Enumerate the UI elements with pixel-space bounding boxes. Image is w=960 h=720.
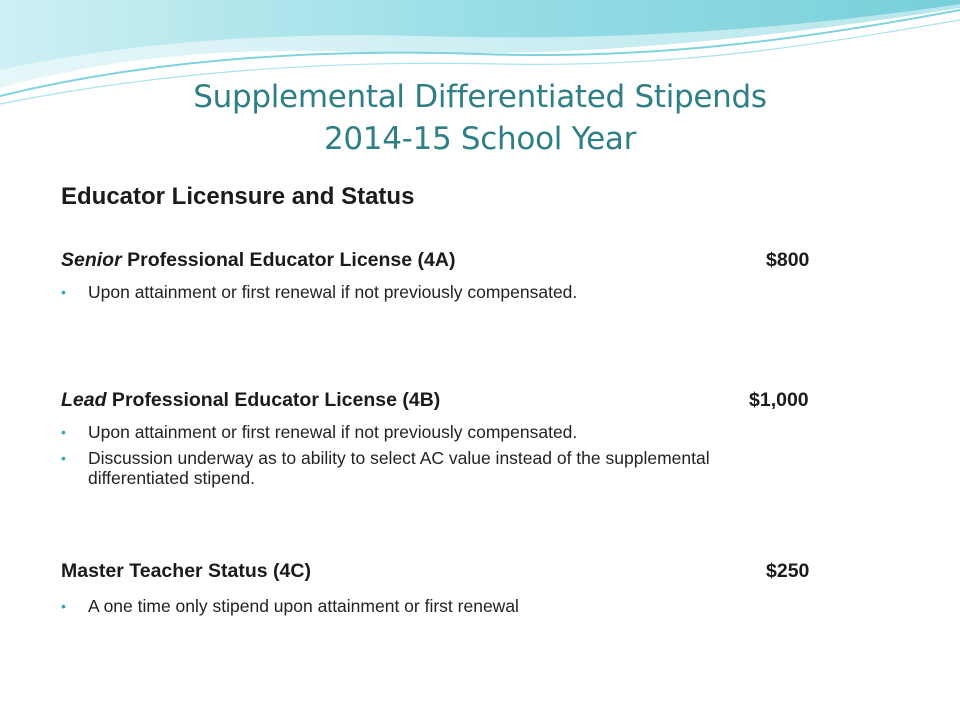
license-name-italic: Lead	[61, 389, 107, 411]
bullet-item: • Upon attainment or first renewal if not previously compensated.	[61, 422, 578, 442]
bullet-item: • Discussion underway as to ability to select AC value instead of the supplemental differentiated stipend.	[61, 448, 710, 488]
stipend-amount: $800	[766, 249, 810, 271]
license-name-rest: Master Teacher Status (4C)	[61, 560, 311, 582]
bullet-dot-icon: •	[61, 598, 66, 614]
stipend-amount: $1,000	[749, 389, 809, 411]
bullet-list	[61, 282, 781, 308]
slide-title: Supplemental Differentiated Stipends	[193, 79, 767, 115]
license-name	[61, 560, 311, 583]
bullet-list	[61, 422, 781, 494]
bullet-dot-icon: •	[61, 284, 66, 300]
bullet-dot-icon: •	[61, 450, 66, 466]
bullet-list	[61, 596, 781, 622]
license-name	[61, 249, 455, 272]
license-name-italic: Senior	[61, 249, 122, 271]
bullet-item: • Upon attainment or first renewal if not previously compensated.	[61, 282, 578, 302]
bullet-dot-icon: •	[61, 424, 66, 440]
slide-subtitle: 2014-15 School Year	[323, 121, 637, 157]
license-name	[61, 389, 440, 412]
section-heading: Educator Licensure and Status	[61, 183, 415, 210]
license-name-rest: Professional Educator License (4A)	[121, 249, 456, 271]
bullet-item: • A one time only stipend upon attainment or first renewal	[61, 596, 519, 616]
license-name-rest: Professional Educator License (4B)	[106, 389, 441, 411]
stipend-amount: $250	[766, 560, 810, 582]
